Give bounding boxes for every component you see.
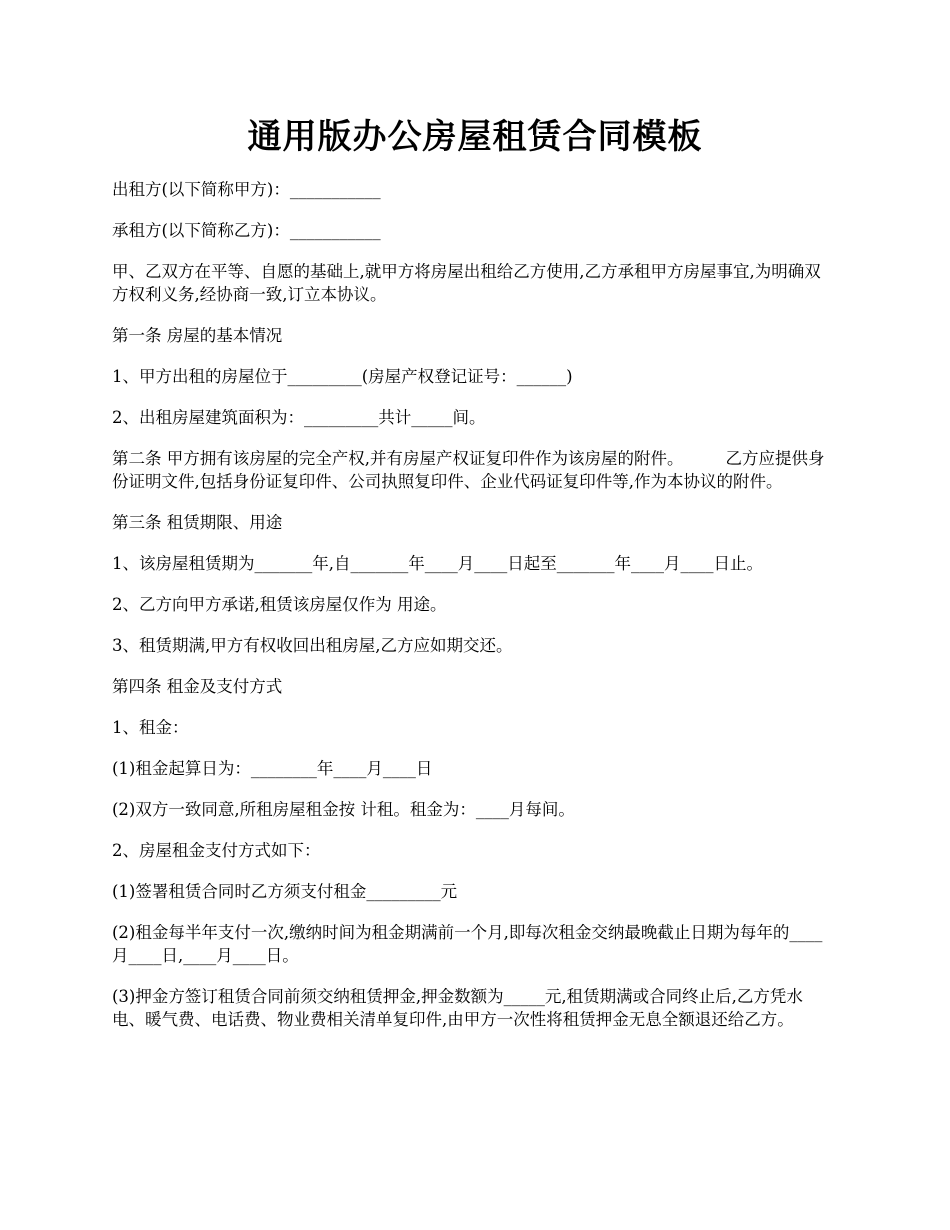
section-heading-4: 第四条 租金及支付方式 [112,677,283,696]
section-heading-2: 第二条 甲方拥有该房屋的完全产权,并有房屋产权证复印件作为该房屋的附件。 乙方应提供身份证明文件,包括身份证复印件、公司执照复印件、企业代码证复印件等,作为本协议的附件。 [112,449,825,491]
paragraph-lessee: 承租方(以下简称乙方)：___________ [112,221,381,240]
document-title: 通用版办公房屋租赁合同模板 [247,117,703,157]
paragraph-clause: 2、房屋租金支付方式如下： [112,841,321,860]
paragraph-preamble: 甲、乙双方在平等、自愿的基础上,就甲方将房屋出租给乙方使用,乙方承租甲方房屋事宜,为明确双方权利义务,经协商一致,订立本协议。 [112,262,821,304]
paragraph-clause: 1、该房屋租赁期为_______年,自_______年____月____日起至_______年____月____日止。 [112,554,763,573]
paragraph-clause: 2、出租房屋建筑面积为：_________共计_____间。 [112,408,486,427]
document-body [112,178,834,1049]
section-heading-3: 第三条 租赁期限、用途 [112,513,283,532]
paragraph-clause: (3)押金方签订租赁合同前须交纳租赁押金,押金数额为_____元,租赁期满或合同终止后,乙方凭水电、暖气费、电话费、物业费相关清单复印件,由甲方一次性将租赁押金无息全额退还给乙方。 [112,987,803,1029]
paragraph-clause: (2)租金每半年支付一次,缴纳时间为租金期满前一个月,即每次租金交纳最晚截止日期为每年的____月____日,____月____日。 [112,923,823,965]
paragraph-clause: 3、租赁期满,甲方有权收回出租房屋,乙方应如期交还。 [112,636,513,655]
paragraph-clause: (1)签署租赁合同时乙方须支付租金_________元 [112,882,458,901]
paragraph-lessor: 出租方(以下简称甲方)：___________ [112,180,381,199]
paragraph-clause: (1)租金起算日为：________年____月____日 [112,759,433,778]
paragraph-clause: 1、甲方出租的房屋位于_________(房屋产权登记证号：______) [112,367,573,386]
paragraph-clause: (2)双方一致同意,所租房屋租金按 计租。租金为：____月每间。 [112,800,575,819]
paragraph-clause: 2、乙方向甲方承诺,租赁该房屋仅作为 用途。 [112,595,447,614]
section-heading-1: 第一条 房屋的基本情况 [112,326,283,345]
paragraph-clause: 1、租金： [112,718,189,737]
